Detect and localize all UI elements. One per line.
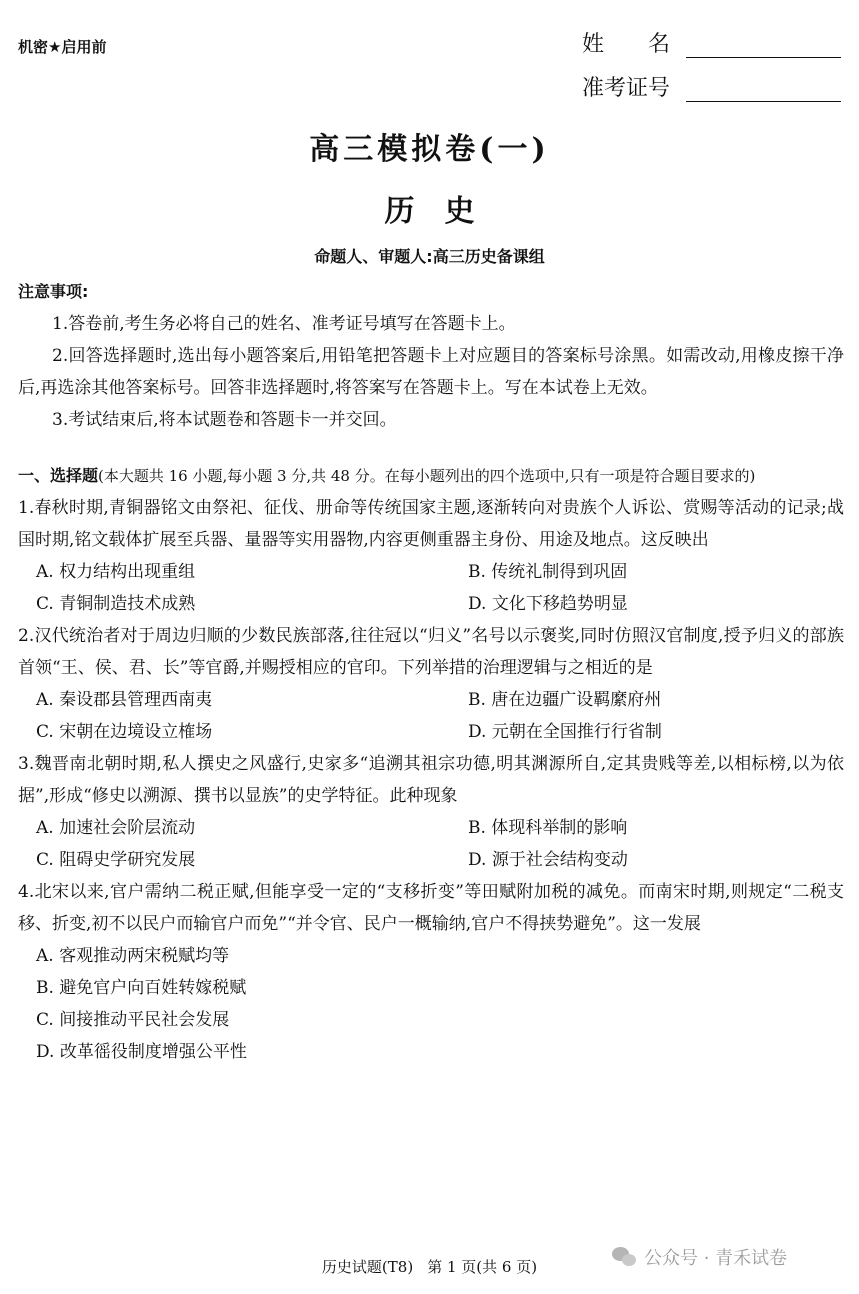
option-d[interactable]: D. 改革徭役制度增强公平性 — [36, 1042, 247, 1062]
subject-title: 历史 — [384, 194, 505, 229]
option-a[interactable]: A. 权力结构出现重组 — [36, 562, 196, 582]
name-field — [582, 14, 841, 58]
question-stem: 2.汉代统治者对于周边归顺的少数民族部落,往往冠以“归义”名号以示褒奖,同时仿照汉官制度,授予归义的部族首领“王、侯、君、长”等官爵,并赐授相应的官印。下列举措的治理逻辑与之相近的是 — [18, 626, 844, 678]
option-a[interactable]: A. 客观推动两宋税赋均等 — [36, 946, 230, 966]
question-3 — [18, 748, 844, 876]
question-stem: 4.北宋以来,官户需纳二税正赋,但能享受一定的“支移折变”等田赋附加税的减免。而南宋时期,则规定“二税支移、折变,初不以民户而输官户而免”“并令官、民户一概输纳,官户不得挟势避免”。这一发展 — [18, 882, 844, 934]
question-options — [18, 940, 844, 1068]
question-options — [18, 556, 844, 620]
option-b[interactable]: B. 体现科举制的影响 — [468, 818, 628, 838]
exam-id-field — [582, 58, 841, 102]
name-blank[interactable] — [686, 27, 841, 58]
question-1 — [18, 492, 844, 620]
question-4 — [18, 876, 844, 1068]
question-options — [18, 812, 844, 876]
candidate-fields — [582, 14, 841, 102]
option-c[interactable]: C. 阻碍史学研究发展 — [36, 850, 196, 870]
paper-code: 历史试题(T8) — [321, 1258, 414, 1276]
question-stem: 1.春秋时期,青铜器铭文由祭祀、征伐、册命等传统国家主题,逐渐转向对贵族个人诉讼、赏赐等活动的记录;战国时期,铭文载体扩展至兵器、量器等实用器物,内容更侧重器主身份、用途及地点。这反映出 — [18, 498, 844, 550]
section-description: (本大题共 16 小题,每小题 3 分,共 48 分。在每小题列出的四个选项中,只有一项是符合题目要求的) — [98, 467, 756, 485]
option-d[interactable]: D. 文化下移趋势明显 — [468, 594, 628, 614]
wechat-icon — [612, 1247, 638, 1267]
author-line: 命题人、审题人:高三历史备课组 — [314, 247, 545, 266]
exam-content — [18, 276, 844, 1068]
option-c[interactable]: C. 间接推动平民社会发展 — [36, 1010, 230, 1030]
question-stem: 3.魏晋南北朝时期,私人撰史之风盛行,史家多“追溯其祖宗功德,明其渊源所自,定其贵贱等差,以相标榜,以为依据”,形成“修史以溯源、撰书以显族”的史学特征。此种现象 — [18, 754, 844, 806]
option-b[interactable]: B. 唐在边疆广设羁縻府州 — [468, 690, 662, 710]
note-item: 3.考试结束后,将本试题卷和答题卡一并交回。 — [52, 410, 397, 430]
option-a[interactable]: A. 加速社会阶层流动 — [36, 818, 196, 838]
section-header — [18, 460, 844, 492]
option-b[interactable]: B. 传统礼制得到巩固 — [468, 562, 628, 582]
question-2 — [18, 620, 844, 748]
option-b[interactable]: B. 避免官户向百姓转嫁税赋 — [36, 978, 247, 998]
note-item: 2.回答选择题时,选出每小题答案后,用铅笔把答题卡上对应题目的答案标号涂黑。如需改动,用橡皮擦干净后,再选涂其他答案标号。回答非选择题时,将答案写在答题卡上。写在本试卷上无效。 — [18, 346, 844, 398]
page-number: 第 1 页(共 6 页) — [427, 1258, 538, 1276]
option-d[interactable]: D. 元朝在全国推行行省制 — [468, 722, 662, 742]
notes-title: 注意事项: — [18, 282, 89, 301]
watermark — [612, 1244, 787, 1270]
confidential-label: 机密★启用前 — [18, 38, 107, 56]
question-options — [18, 684, 844, 748]
option-c[interactable]: C. 青铜制造技术成熟 — [36, 594, 196, 614]
option-c[interactable]: C. 宋朝在边境设立榷场 — [36, 722, 213, 742]
exam-id-label: 准考证号 — [582, 76, 671, 101]
option-a[interactable]: A. 秦设郡县管理西南夷 — [36, 690, 213, 710]
section-title: 一、选择题 — [18, 466, 99, 485]
watermark-text: 公众号 · 青禾试卷 — [644, 1248, 788, 1269]
option-d[interactable]: D. 源于社会结构变动 — [468, 850, 628, 870]
note-item: 1.答卷前,考生务必将自己的姓名、准考证号填写在答题卡上。 — [52, 314, 516, 334]
exam-id-blank[interactable] — [686, 71, 841, 102]
name-label: 姓 名 — [582, 32, 671, 57]
page-title: 高三模拟卷(一) — [309, 132, 550, 167]
